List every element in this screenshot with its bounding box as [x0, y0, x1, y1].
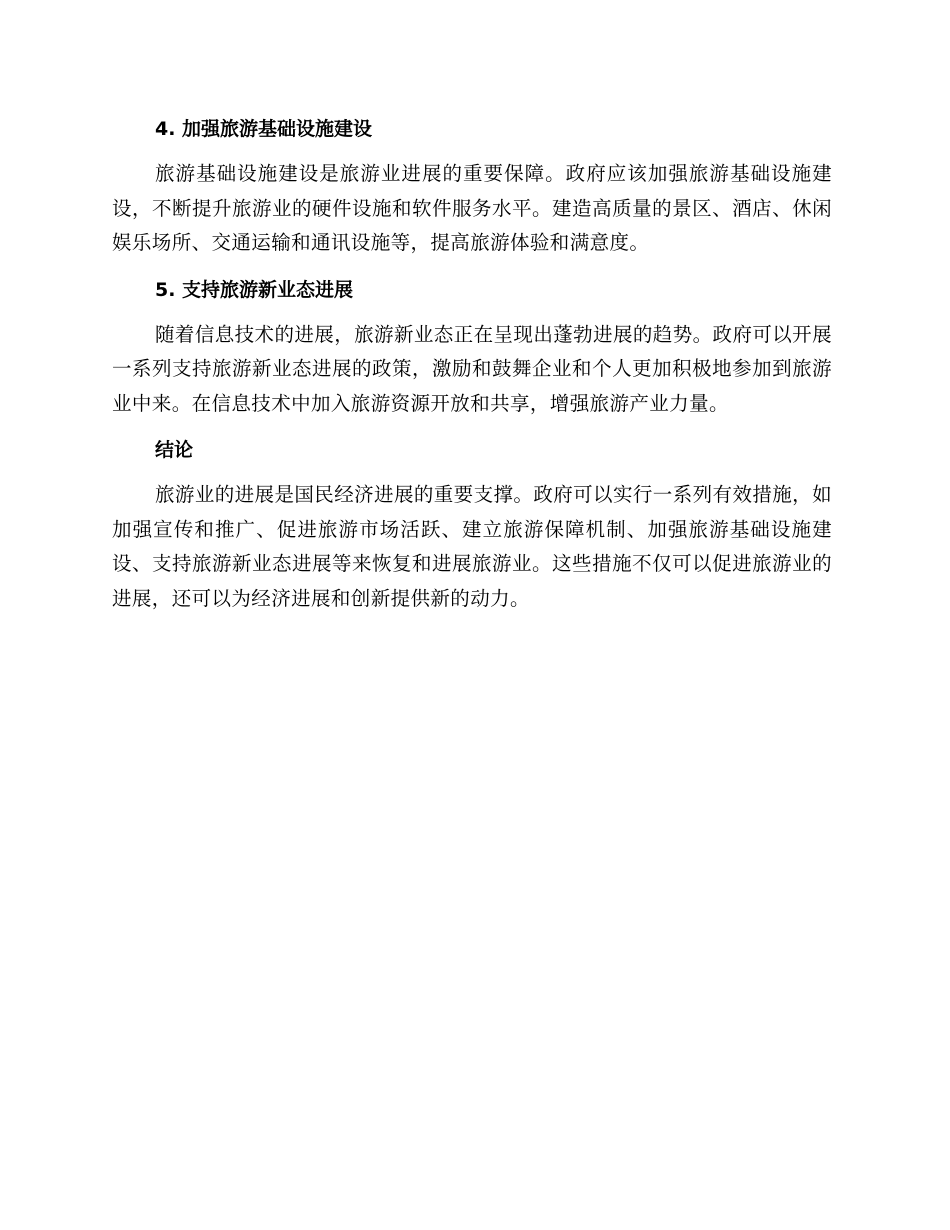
- section-new-business: [112, 271, 832, 422]
- section-conclusion: [112, 431, 832, 616]
- section-infrastructure: [112, 110, 832, 261]
- section-paragraph: 随着信息技术的进展，旅游新业态正在呈现出蓬勃进展的趋势。政府可以开展一系列支持旅游新业态进展的政策，激励和鼓舞企业和个人更加积极地参加到旅游业中来。在信息技术中加入旅游资源开放和共享，增强旅游产业力量。: [112, 322, 832, 415]
- section-paragraph: 旅游业的进展是国民经济进展的重要支撑。政府可以实行一系列有效措施，如加强宣传和推广、促进旅游市场活跃、建立旅游保障机制、加强旅游基础设施建设、支持旅游新业态进展等来恢复和进展旅游业。这些措施不仅可以促进旅游业的进展，还可以为经济进展和创新提供新的动力。: [112, 483, 832, 610]
- document-body: [112, 110, 832, 626]
- section-heading: 4. 加强旅游基础设施建设: [155, 118, 373, 140]
- section-heading: 结论: [155, 439, 194, 461]
- section-heading: 5. 支持旅游新业态进展: [155, 278, 354, 301]
- section-paragraph: 旅游基础设施建设是旅游业进展的重要保障。政府应该加强旅游基础设施建设，不断提升旅游业的硬件设施和软件服务水平。建造高质量的景区、酒店、休闲娱乐场所、交通运输和通讯设施等，提高旅游体验和满意度。: [112, 162, 832, 254]
